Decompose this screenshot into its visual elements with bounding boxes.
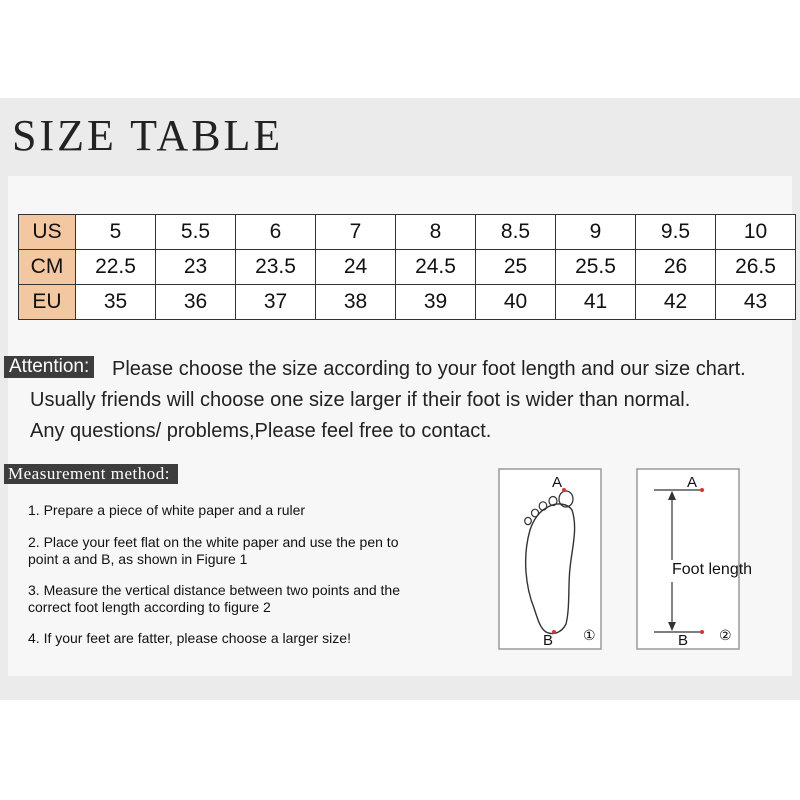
attention-line-3: Any questions/ problems,Please feel free to contact. — [30, 420, 492, 442]
size-cell: 41 — [556, 285, 636, 320]
size-row-us — [19, 215, 796, 250]
size-cell: 35 — [76, 285, 156, 320]
step-1 — [28, 502, 305, 519]
size-table — [18, 214, 796, 320]
step-3-line-1: 3. Measure the vertical distance between two points and the — [28, 582, 400, 598]
point-a-marker — [562, 488, 566, 492]
figure-2-point-b-label: B — [678, 632, 689, 649]
figure-1-point-b-label: B — [543, 632, 554, 649]
size-row-eu — [19, 285, 796, 320]
size-cell: 22.5 — [76, 250, 156, 285]
figure-2-frame — [637, 469, 739, 649]
figure-1-foot-diagram — [498, 468, 602, 650]
figure-1-frame — [499, 469, 601, 649]
size-cell: 23.5 — [236, 250, 316, 285]
figure-2-point-a-label: A — [687, 474, 698, 491]
attention-line-2: Usually friends will choose one size larger if their foot is wider than normal. — [30, 389, 691, 411]
size-cell: 26.5 — [716, 250, 796, 285]
step-2 — [28, 534, 398, 568]
size-cell: 38 — [316, 285, 396, 320]
size-cell: 10 — [716, 215, 796, 250]
size-cell: 5.5 — [156, 215, 236, 250]
step-3-line-2: correct foot length according to figure 2 — [28, 599, 271, 615]
attention-line-1: Please choose the size according to your foot length and our size chart. — [112, 358, 746, 380]
size-cell: 25 — [476, 250, 556, 285]
size-cell: 24 — [316, 250, 396, 285]
size-cell: 7 — [316, 215, 396, 250]
size-row-label: EU — [19, 285, 76, 320]
figure-1-point-a-label: A — [552, 474, 563, 491]
step-1-line-1: 1. Prepare a piece of white paper and a ruler — [28, 502, 306, 518]
size-cell: 8 — [396, 215, 476, 250]
page-title: SIZE TABLE — [12, 111, 284, 160]
size-cell: 8.5 — [476, 215, 556, 250]
size-cell: 39 — [396, 285, 476, 320]
step-2-line-2: point a and B, as shown in Figure 1 — [28, 551, 248, 567]
step-3 — [28, 582, 400, 616]
step-4 — [28, 630, 351, 647]
size-row-label: US — [19, 215, 76, 250]
size-cell: 43 — [716, 285, 796, 320]
size-cell: 9.5 — [636, 215, 716, 250]
size-row-label: CM — [19, 250, 76, 285]
size-row-cm — [19, 250, 796, 285]
point-a-marker — [700, 488, 704, 492]
size-cell: 6 — [236, 215, 316, 250]
step-2-line-1: 2. Place your feet flat on the white paper and use the pen to — [28, 534, 399, 550]
size-cell: 42 — [636, 285, 716, 320]
figure-2-length-diagram — [636, 468, 740, 650]
size-cell: 5 — [76, 215, 156, 250]
size-cell: 9 — [556, 215, 636, 250]
size-cell: 40 — [476, 285, 556, 320]
size-cell: 23 — [156, 250, 236, 285]
figure-2-number: ② — [719, 627, 732, 643]
size-cell: 26 — [636, 250, 716, 285]
size-cell: 25.5 — [556, 250, 636, 285]
size-cell: 37 — [236, 285, 316, 320]
size-cell: 24.5 — [396, 250, 476, 285]
attention-label: Attention: — [4, 356, 94, 378]
size-cell: 36 — [156, 285, 236, 320]
figure-1-number: ① — [583, 627, 596, 643]
step-4-line-1: 4. If your feet are fatter, please choose a larger size! — [28, 630, 351, 646]
foot-length-label: Foot length — [672, 561, 753, 578]
point-b-marker — [700, 630, 704, 634]
measurement-label: Measurement method: — [4, 464, 178, 484]
